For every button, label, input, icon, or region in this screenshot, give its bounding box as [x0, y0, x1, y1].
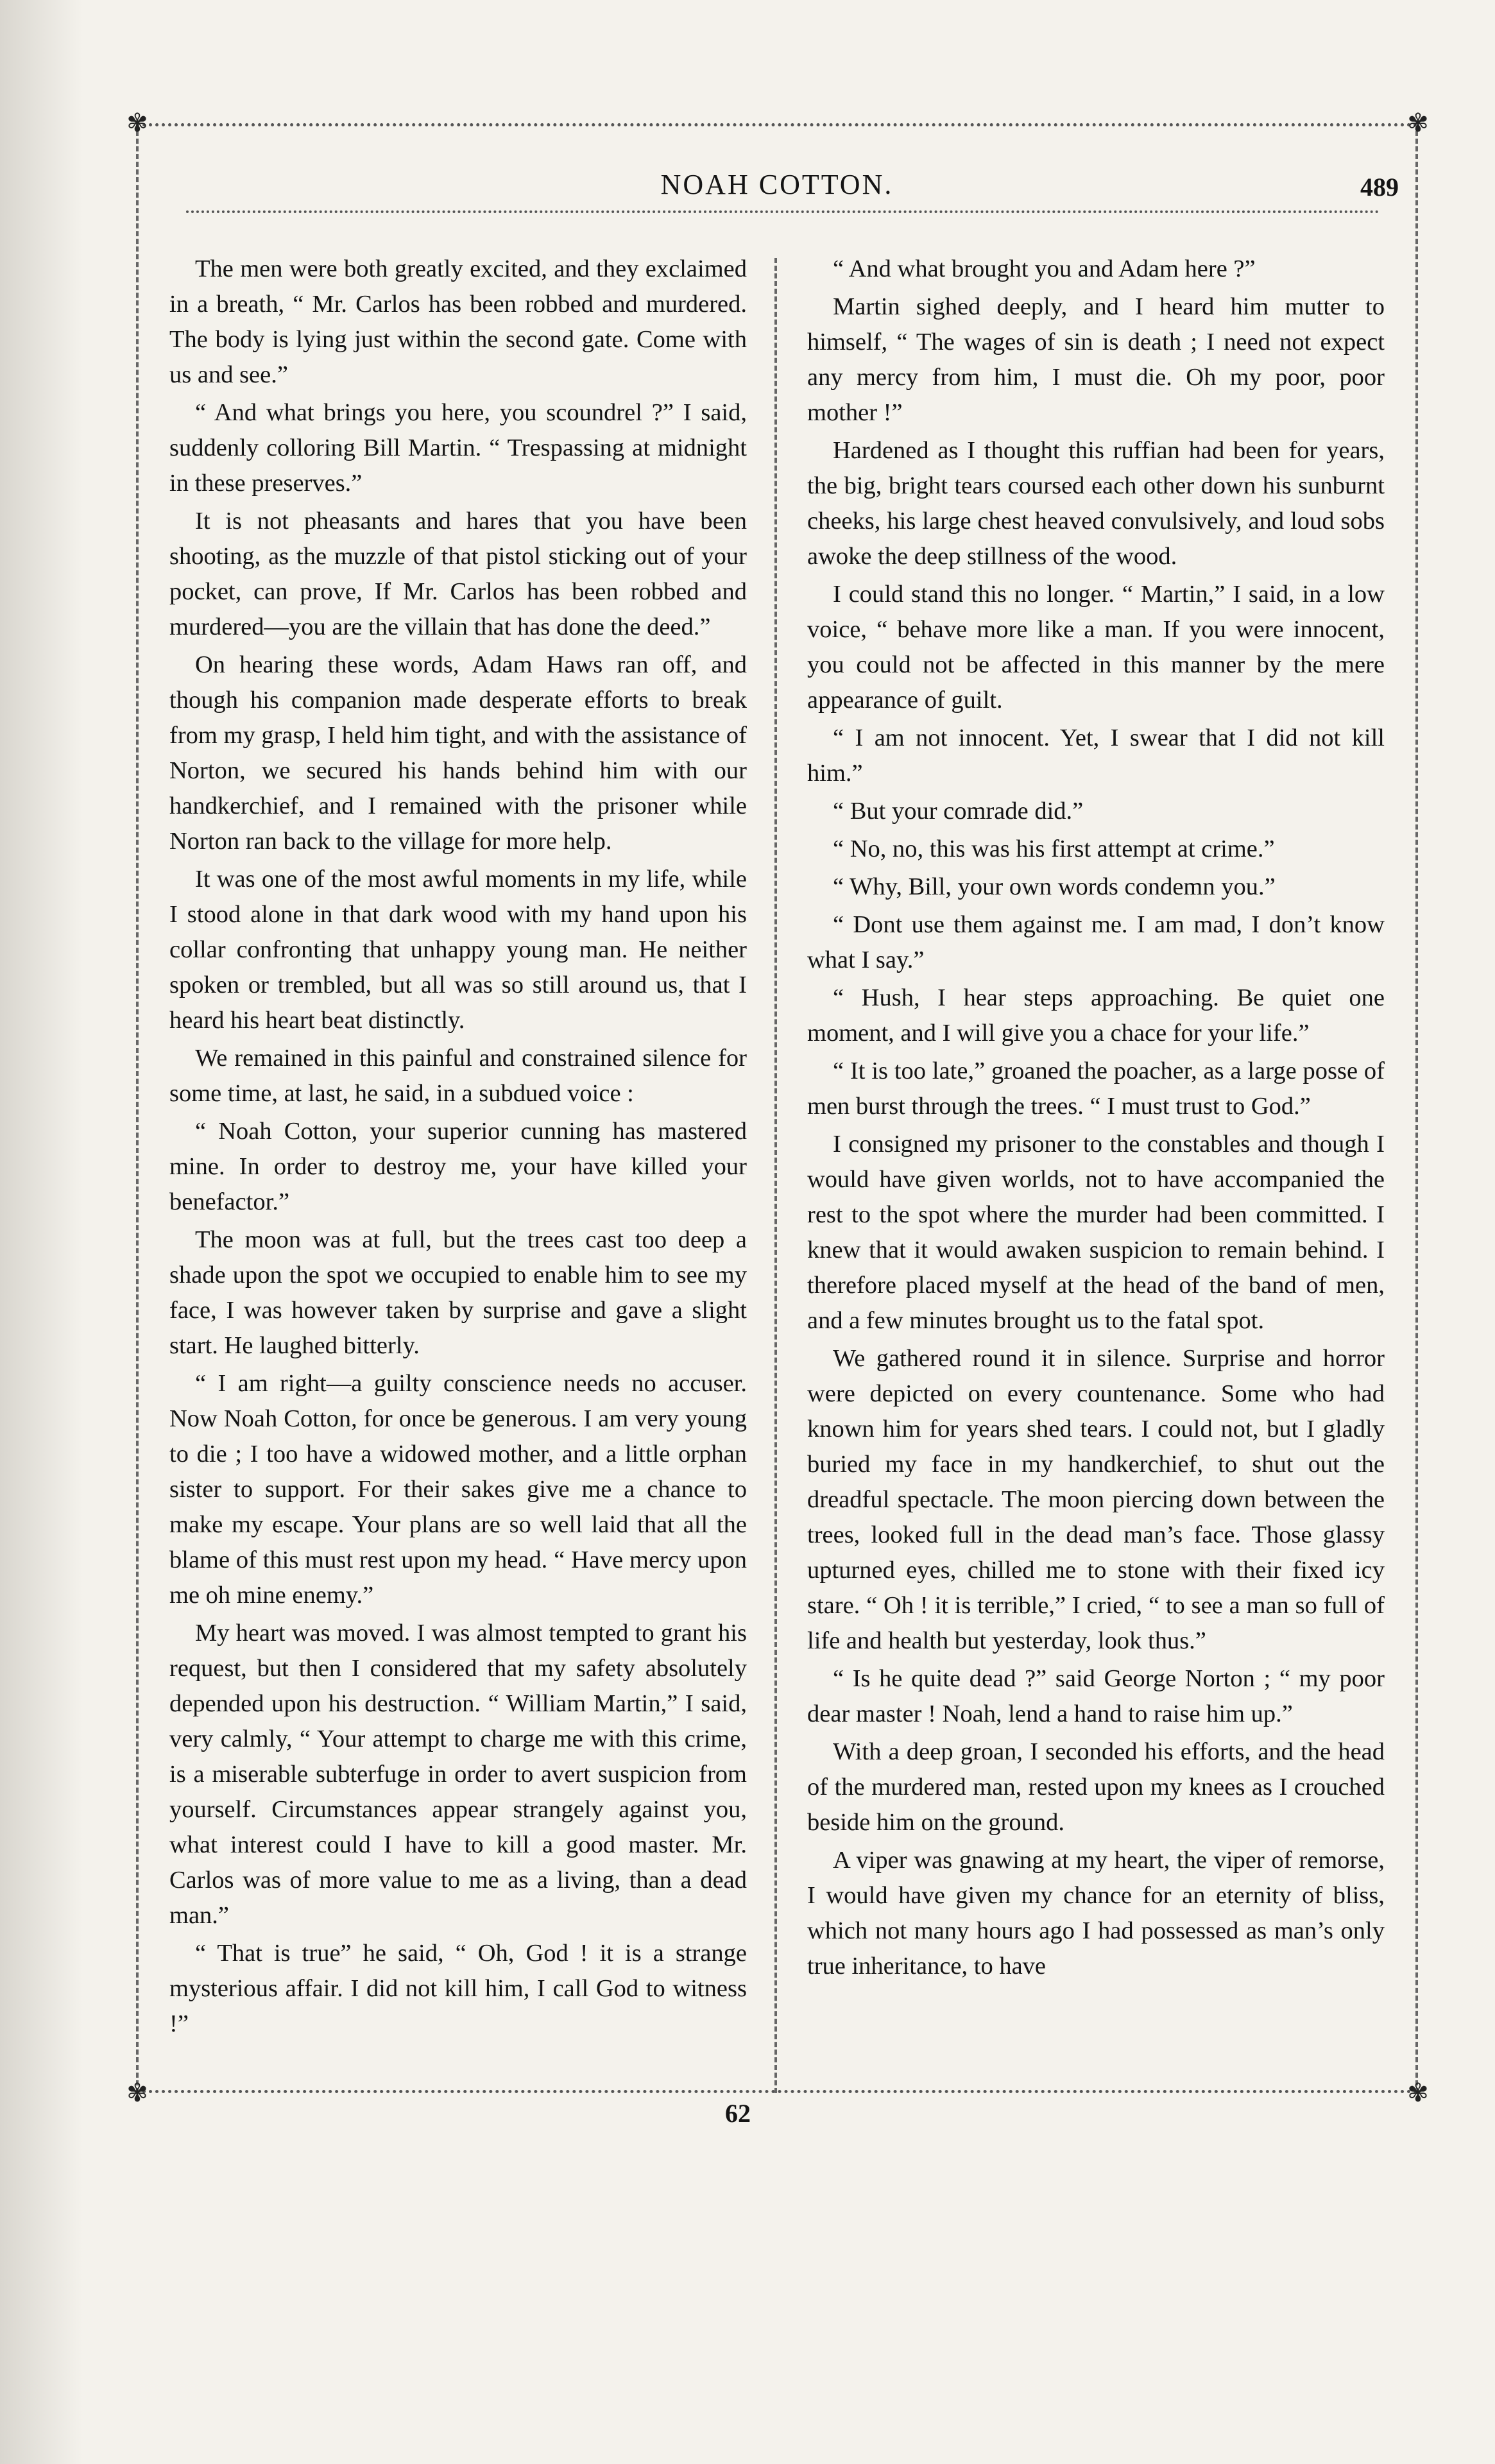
paragraph: “ I am right—a guilty conscience needs no accuser. Now Noah Cotton, for once be generous. I am very young to die ; I too have a widowed mother, and a little orphan sister to support. For their sakes give me a chance to make my escape. Your plans are so well laid that all the blame of this must rest upon my head. “ Have mercy upon me oh mine enemy.”	[169, 1370, 747, 1609]
paragraph: “ I am not innocent. Yet, I swear that I did not kill him.”	[807, 724, 1385, 787]
corner-ornament-icon: ✾	[126, 108, 148, 138]
paragraph: “ No, no, this was his first attempt at crime.”	[833, 835, 1275, 862]
paragraph: “ And what brought you and Adam here ?”	[833, 255, 1256, 282]
running-head: NOAH COTTON.	[660, 169, 894, 200]
paragraph: “ Noah Cotton, your superior cunning has mastered mine. In order to destroy me, your have killed your benefactor.”	[169, 1118, 747, 1215]
corner-ornament-icon: ✾	[1407, 2078, 1429, 2108]
paragraph: “ And what brings you here, you scoundrel ?” I said, suddenly colloring Bill Martin. “ Trespassing at midnight in these preserves.”	[169, 399, 747, 497]
signature-mark: 62	[725, 2099, 751, 2128]
corner-ornament-icon: ✾	[1407, 108, 1429, 138]
book-spine-shadow	[0, 0, 83, 2464]
corner-ornament-icon: ✾	[126, 2078, 148, 2108]
right-column	[807, 252, 1385, 1987]
paragraph: We remained in this painful and constrained silence for some time, at last, he said, in a subdued voice :	[169, 1045, 747, 1107]
paragraph: On hearing these words, Adam Haws ran off, and though his companion made desperate efforts to break from my grasp, I held him tight, and with the assistance of Norton, we secured his hands behind him with our handkerchief, and I remained with the prisoner while Norton ran back to the village for more help.	[169, 651, 747, 855]
paragraph: I could stand this no longer. “ Martin,” I said, in a low voice, “ behave more like a man. If you were innocent, you could not be affected in this manner by the mere appearance of guilt.	[807, 581, 1385, 714]
paragraph: “ Why, Bill, your own words condemn you.”	[833, 873, 1276, 900]
paragraph: It is not pheasants and hares that you have been shooting, as the muzzle of that pistol sticking out of your pocket, can prove, If Mr. Carlos has been robbed and murdered—you are the villain that has done the deed.”	[169, 508, 747, 640]
left-column	[169, 252, 747, 2044]
paragraph: A viper was gnawing at my heart, the viper of remorse, I would have given my chance for an eternity of bliss, which not many hours ago I had possessed as man’s only true inheritance, to have	[807, 1847, 1385, 1980]
header-rule	[186, 210, 1380, 213]
paragraph: I consigned my prisoner to the constables and though I would have given worlds, not to have accompanied the rest to the spot where the murder had been committed. I knew that it would awaken suspicion to remain behind. I therefore placed myself at the head of the band of men, and a few minutes brought us to the fatal spot.	[807, 1131, 1385, 1334]
page-number: 489	[1360, 173, 1399, 201]
paragraph: Martin sighed deeply, and I heard him mutter to himself, “ The wages of sin is death ; I need not expect any mercy from him, I must die. Oh my poor, poor mother !”	[807, 293, 1385, 426]
paragraph: It was one of the most awful moments in my life, while I stood alone in that dark wood with my hand upon his collar confronting that unhappy young man. He neither spoken or trembled, but all was so still around us, that I heard his heart beat distinctly.	[169, 866, 747, 1034]
paragraph: “ Is he quite dead ?” said George Norton ; “ my poor dear master ! Noah, lend a hand to raise him up.”	[807, 1665, 1385, 1727]
paragraph: We gathered round it in silence. Surprise and horror were depicted on every countenance. Some who had known him for years shed tears. I could not, but I gladly buried my face in my handkerchief, to shut out the dreadful spectacle. The moon piercing down between the trees, looked full in the dead man’s face. Those glassy upturned eyes, chilled me to stone with their fixed icy stare. “ Oh ! it is terrible,” I cried, “ to see a man so full of life and health but yesterday, look thus.”	[807, 1345, 1385, 1654]
paragraph: With a deep groan, I seconded his efforts, and the head of the murdered man, rested upon my knees as I crouched beside him on the ground.	[807, 1738, 1385, 1836]
paragraph: “ Hush, I hear steps approaching. Be quiet one moment, and I will give you a chace for your life.”	[807, 984, 1385, 1047]
paragraph: “ That is true” he said, “ Oh, God ! it is a strange mysterious affair. I did not kill him, I call God to witness !”	[169, 1940, 747, 2037]
column-divider	[774, 258, 777, 2093]
paragraph: “ It is too late,” groaned the poacher, as a large posse of men burst through the trees. “ I must trust to God.”	[807, 1057, 1385, 1120]
paragraph: Hardened as I thought this ruffian had been for years, the big, bright tears coursed each other down his sunburnt cheeks, his large chest heaved convulsively, and loud sobs awoke the deep stillness of the wood.	[807, 437, 1385, 570]
page-header	[136, 168, 1418, 207]
paragraph: My heart was moved. I was almost tempted to grant his request, but then I considered that my safety absolutely depended upon his destruction. “ William Martin,” I said, very calmly, “ Your attempt to charge me with this crime, is a miserable subterfuge in order to avert suspicion from yourself. Circumstances appear strangely against you, what interest could I have to kill a good master. Mr. Carlos was of more value to me as a living, than a dead man.”	[169, 1620, 747, 1929]
paragraph: “ But your comrade did.”	[833, 798, 1084, 825]
paragraph: The men were both greatly excited, and they exclaimed in a breath, “ Mr. Carlos has been robbed and murdered. The body is lying just within the second gate. Come with us and see.”	[169, 255, 747, 388]
paragraph: “ Dont use them against me. I am mad, I don’t know what I say.”	[807, 911, 1385, 973]
paragraph: The moon was at full, but the trees cast too deep a shade upon the spot we occupied to enable him to see my face, I was however taken by surprise and gave a slight start. He laughed bitterly.	[169, 1226, 747, 1359]
